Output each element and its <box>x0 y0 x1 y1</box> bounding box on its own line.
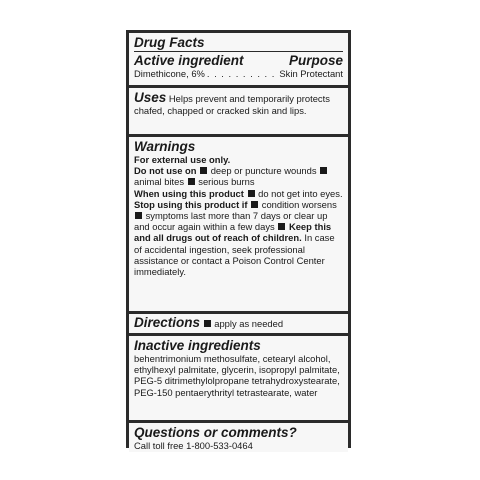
uses-text: Helps prevent and temporarily protects chafed, chapped or cracked skin and lips. <box>134 93 330 116</box>
uses-section <box>134 90 343 116</box>
keep-out-of-reach-label: Keep this and all drugs out of reach of children. <box>134 221 332 244</box>
stop-using-label: Stop using this product if <box>134 198 248 210</box>
drug-facts-panel <box>129 33 348 85</box>
bullet-square-icon <box>188 178 195 185</box>
inactive-ingredients-heading: Inactive ingredients <box>134 338 261 353</box>
questions-phone: Call toll free 1-800-533-0464 <box>134 440 253 451</box>
active-ingredient-heading: Active ingredient <box>134 53 244 68</box>
bullet-square-icon <box>248 190 255 197</box>
directions-heading: Directions <box>134 315 201 330</box>
stop-using-item-1: condition worsens <box>261 198 337 210</box>
ingredient-name: Dimethicone, 6% <box>134 68 205 79</box>
stop-using-item-2: symptoms last more than 7 days or clear up and occur again within a few days <box>134 210 328 233</box>
questions-heading: Questions or comments? <box>134 425 297 440</box>
bullet-square-icon <box>320 167 327 174</box>
do-not-use-item-2: animal bites <box>134 176 185 188</box>
dot-leader: . . . . . . . . . . <box>206 68 276 79</box>
bullet-square-icon <box>251 201 258 208</box>
drug-facts-title: Drug Facts <box>134 35 205 50</box>
warnings-panel <box>129 137 348 311</box>
directions-section <box>134 315 343 330</box>
inactive-ingredients-panel <box>129 336 348 420</box>
bullet-square-icon <box>135 212 142 219</box>
when-using-label: When using this product <box>134 187 244 199</box>
uses-heading: Uses <box>134 90 167 105</box>
bullet-square-icon <box>200 167 207 174</box>
drug-facts-label <box>126 30 351 451</box>
purpose-heading: Purpose <box>288 53 343 68</box>
bullet-square-icon <box>278 223 285 230</box>
warnings-heading: Warnings <box>134 139 196 154</box>
warnings-text <box>134 154 343 277</box>
title-rule <box>134 51 343 52</box>
active-ingredient-header <box>134 53 343 68</box>
keep-out-of-reach-text: In case of accidental ingestion, seek professional assistance or contact a Poison Control Center immediately. <box>134 232 335 278</box>
do-not-use-item-3: serious burns <box>198 176 255 188</box>
external-use-warning: For external use only. <box>134 154 231 165</box>
inactive-ingredients-text: behentrimonium methosulfate, cetearyl alcohol, ethylhexyl palmitate, glycerin, isopropyl palmitate, PEG-5 ditrimethylolpropane tetrahydroxystearate, PEG-150 pentaerythrityl tetrastearate, water <box>134 353 340 398</box>
bullet-square-icon <box>204 320 211 327</box>
directions-panel <box>129 314 348 333</box>
do-not-use-item-1: deep or puncture wounds <box>210 165 317 177</box>
ingredient-row <box>134 68 343 79</box>
directions-text: apply as needed <box>214 318 284 329</box>
do-not-use-label: Do not use on <box>134 165 197 177</box>
when-using-text: do not get into eyes. <box>258 187 343 199</box>
questions-panel <box>129 423 348 452</box>
uses-panel <box>129 88 348 134</box>
ingredient-purpose: Skin Protectant <box>279 68 343 79</box>
